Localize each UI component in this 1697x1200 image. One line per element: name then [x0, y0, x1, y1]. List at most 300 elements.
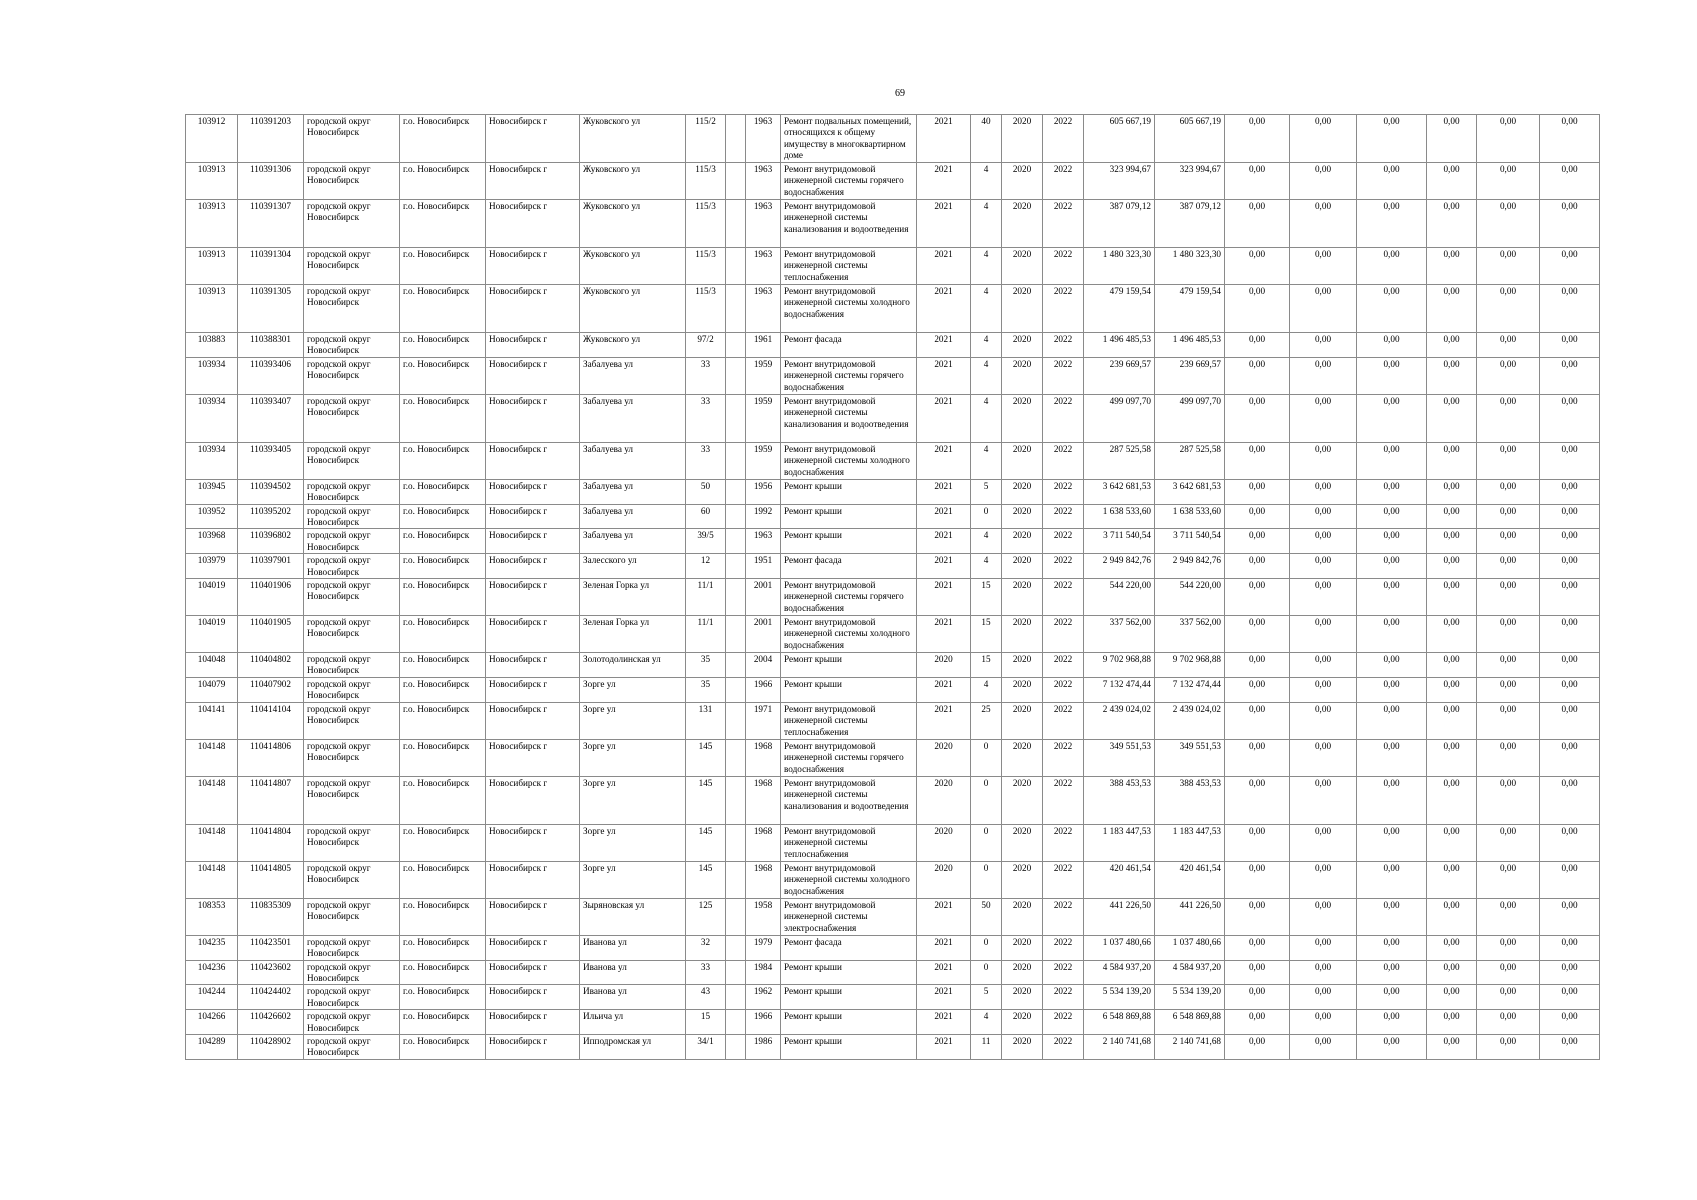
cell-extra-funds: 0,00 [1540, 861, 1600, 898]
cell-wear-percent: 25 [971, 702, 1002, 739]
cell-local-funds: 0,00 [1357, 824, 1427, 861]
cell-build-year: 1961 [746, 333, 781, 358]
cell-local-funds: 0,00 [1357, 442, 1427, 479]
cell-local-funds: 0,00 [1357, 529, 1427, 554]
cell-owner-funds: 0,00 [1427, 115, 1477, 163]
cell-federal-funds: 0,00 [1225, 479, 1290, 504]
cell-owner-funds: 0,00 [1427, 935, 1477, 960]
cell-settlement: Новосибирск г [486, 935, 580, 960]
cell-municipal-unit: г.о. Новосибирск [400, 248, 486, 285]
cell-fund-cost: 337 562,00 [1155, 616, 1225, 653]
cell-street: Иванова ул [580, 960, 686, 985]
cell-local-funds: 0,00 [1357, 898, 1427, 935]
cell-building [726, 824, 746, 861]
cell-federal-funds: 0,00 [1225, 824, 1290, 861]
cell-settlement: Новосибирск г [486, 861, 580, 898]
cell-street: Забалуева ул [580, 529, 686, 554]
table-row [186, 357, 1600, 394]
cell-work-code: 110414804 [238, 824, 304, 861]
cell-end-year: 2022 [1043, 653, 1084, 678]
table-row [186, 529, 1600, 554]
cell-work-type: Ремонт крыши [781, 1010, 917, 1035]
cell-build-year: 2001 [746, 616, 781, 653]
cell-end-year: 2022 [1043, 394, 1084, 442]
cell-start-year: 2020 [1002, 394, 1043, 442]
cell-municipality: городской округ Новосибирск [304, 333, 400, 358]
cell-wear-percent: 5 [971, 479, 1002, 504]
cell-extra-funds: 0,00 [1540, 479, 1600, 504]
cell-fund-cost: 388 453,53 [1155, 776, 1225, 824]
cell-object-id: 104289 [186, 1034, 238, 1059]
cell-extra-funds: 0,00 [1540, 248, 1600, 285]
cell-municipal-unit: г.о. Новосибирск [400, 579, 486, 616]
cell-work-type: Ремонт внутридомовой инженерной системы теплоснабжения [781, 824, 917, 861]
cell-municipality: городской округ Новосибирск [304, 442, 400, 479]
cell-start-year: 2020 [1002, 985, 1043, 1010]
cell-work-type: Ремонт внутридомовой инженерной системы холодного водоснабжения [781, 442, 917, 479]
cell-municipality: городской округ Новосибирск [304, 1034, 400, 1059]
cell-fund-cost: 349 551,53 [1155, 739, 1225, 776]
cell-settlement: Новосибирск г [486, 776, 580, 824]
cell-municipal-unit: г.о. Новосибирск [400, 861, 486, 898]
table-row [186, 1010, 1600, 1035]
cell-object-id: 103883 [186, 333, 238, 358]
cell-local-funds: 0,00 [1357, 115, 1427, 163]
cell-federal-funds: 0,00 [1225, 115, 1290, 163]
cell-regional-funds: 0,00 [1290, 985, 1357, 1010]
cell-other-funds: 0,00 [1477, 702, 1540, 739]
cell-federal-funds: 0,00 [1225, 1034, 1290, 1059]
cell-start-year: 2020 [1002, 248, 1043, 285]
table-row [186, 677, 1600, 702]
cell-wear-percent: 15 [971, 653, 1002, 678]
cell-fund-cost: 479 159,54 [1155, 285, 1225, 333]
cell-wear-percent: 4 [971, 554, 1002, 579]
cell-work-type: Ремонт внутридомовой инженерной системы холодного водоснабжения [781, 861, 917, 898]
cell-plan-year: 2020 [917, 824, 971, 861]
cell-fund-cost: 499 097,70 [1155, 394, 1225, 442]
cell-other-funds: 0,00 [1477, 394, 1540, 442]
cell-end-year: 2022 [1043, 504, 1084, 529]
cell-regional-funds: 0,00 [1290, 442, 1357, 479]
cell-other-funds: 0,00 [1477, 960, 1540, 985]
cell-street: Забалуева ул [580, 357, 686, 394]
cell-settlement: Новосибирск г [486, 739, 580, 776]
cell-municipal-unit: г.о. Новосибирск [400, 479, 486, 504]
cell-owner-funds: 0,00 [1427, 653, 1477, 678]
cell-settlement: Новосибирск г [486, 285, 580, 333]
cell-build-year: 2001 [746, 579, 781, 616]
table-row [186, 1034, 1600, 1059]
cell-end-year: 2022 [1043, 554, 1084, 579]
cell-house-number: 12 [686, 554, 726, 579]
cell-regional-funds: 0,00 [1290, 739, 1357, 776]
cell-fund-cost: 3 711 540,54 [1155, 529, 1225, 554]
cell-total-cost: 323 994,67 [1084, 163, 1155, 200]
cell-object-id: 104048 [186, 653, 238, 678]
cell-work-code: 110404802 [238, 653, 304, 678]
cell-extra-funds: 0,00 [1540, 554, 1600, 579]
cell-house-number: 145 [686, 861, 726, 898]
cell-settlement: Новосибирск г [486, 554, 580, 579]
cell-municipality: городской округ Новосибирск [304, 653, 400, 678]
cell-end-year: 2022 [1043, 824, 1084, 861]
cell-building [726, 985, 746, 1010]
cell-work-code: 110397901 [238, 554, 304, 579]
cell-plan-year: 2021 [917, 333, 971, 358]
cell-street: Зорге ул [580, 776, 686, 824]
cell-fund-cost: 1 480 323,30 [1155, 248, 1225, 285]
cell-work-type: Ремонт крыши [781, 960, 917, 985]
cell-end-year: 2022 [1043, 479, 1084, 504]
cell-fund-cost: 441 226,50 [1155, 898, 1225, 935]
table-row [186, 554, 1600, 579]
cell-end-year: 2022 [1043, 985, 1084, 1010]
cell-house-number: 145 [686, 739, 726, 776]
cell-plan-year: 2021 [917, 898, 971, 935]
cell-object-id: 103952 [186, 504, 238, 529]
cell-object-id: 103913 [186, 200, 238, 248]
cell-fund-cost: 2 949 842,76 [1155, 554, 1225, 579]
cell-wear-percent: 40 [971, 115, 1002, 163]
cell-municipal-unit: г.о. Новосибирск [400, 739, 486, 776]
cell-other-funds: 0,00 [1477, 1010, 1540, 1035]
cell-build-year: 1963 [746, 115, 781, 163]
cell-owner-funds: 0,00 [1427, 333, 1477, 358]
cell-total-cost: 387 079,12 [1084, 200, 1155, 248]
cell-wear-percent: 15 [971, 616, 1002, 653]
cell-other-funds: 0,00 [1477, 1034, 1540, 1059]
cell-total-cost: 337 562,00 [1084, 616, 1155, 653]
cell-total-cost: 479 159,54 [1084, 285, 1155, 333]
cell-object-id: 103968 [186, 529, 238, 554]
cell-plan-year: 2021 [917, 677, 971, 702]
cell-total-cost: 3 711 540,54 [1084, 529, 1155, 554]
cell-wear-percent: 4 [971, 163, 1002, 200]
cell-work-type: Ремонт крыши [781, 1034, 917, 1059]
cell-federal-funds: 0,00 [1225, 163, 1290, 200]
cell-local-funds: 0,00 [1357, 702, 1427, 739]
cell-object-id: 103912 [186, 115, 238, 163]
cell-house-number: 115/3 [686, 285, 726, 333]
cell-house-number: 97/2 [686, 333, 726, 358]
cell-plan-year: 2021 [917, 529, 971, 554]
cell-building [726, 115, 746, 163]
cell-local-funds: 0,00 [1357, 285, 1427, 333]
cell-street: Иванова ул [580, 985, 686, 1010]
cell-federal-funds: 0,00 [1225, 554, 1290, 579]
cell-end-year: 2022 [1043, 702, 1084, 739]
cell-settlement: Новосибирск г [486, 394, 580, 442]
cell-extra-funds: 0,00 [1540, 1034, 1600, 1059]
cell-fund-cost: 9 702 968,88 [1155, 653, 1225, 678]
cell-municipal-unit: г.о. Новосибирск [400, 554, 486, 579]
cell-object-id: 104019 [186, 616, 238, 653]
cell-build-year: 1963 [746, 163, 781, 200]
cell-extra-funds: 0,00 [1540, 529, 1600, 554]
cell-work-type: Ремонт крыши [781, 985, 917, 1010]
cell-start-year: 2020 [1002, 504, 1043, 529]
cell-plan-year: 2021 [917, 394, 971, 442]
cell-work-type: Ремонт внутридомовой инженерной системы теплоснабжения [781, 248, 917, 285]
cell-build-year: 1984 [746, 960, 781, 985]
cell-work-code: 110407902 [238, 677, 304, 702]
table-row [186, 504, 1600, 529]
cell-municipal-unit: г.о. Новосибирск [400, 529, 486, 554]
table-row [186, 702, 1600, 739]
cell-wear-percent: 0 [971, 824, 1002, 861]
cell-start-year: 2020 [1002, 357, 1043, 394]
cell-owner-funds: 0,00 [1427, 1034, 1477, 1059]
cell-settlement: Новосибирск г [486, 960, 580, 985]
cell-other-funds: 0,00 [1477, 739, 1540, 776]
cell-federal-funds: 0,00 [1225, 442, 1290, 479]
cell-object-id: 103913 [186, 248, 238, 285]
cell-building [726, 579, 746, 616]
cell-municipal-unit: г.о. Новосибирск [400, 115, 486, 163]
cell-other-funds: 0,00 [1477, 285, 1540, 333]
cell-build-year: 1959 [746, 357, 781, 394]
table-row [186, 739, 1600, 776]
cell-local-funds: 0,00 [1357, 1034, 1427, 1059]
cell-municipal-unit: г.о. Новосибирск [400, 394, 486, 442]
table-row [186, 861, 1600, 898]
cell-total-cost: 1 496 485,53 [1084, 333, 1155, 358]
cell-house-number: 11/1 [686, 616, 726, 653]
cell-extra-funds: 0,00 [1540, 702, 1600, 739]
cell-extra-funds: 0,00 [1540, 677, 1600, 702]
cell-total-cost: 5 534 139,20 [1084, 985, 1155, 1010]
cell-build-year: 1968 [746, 776, 781, 824]
cell-federal-funds: 0,00 [1225, 702, 1290, 739]
cell-federal-funds: 0,00 [1225, 394, 1290, 442]
cell-fund-cost: 1 638 533,60 [1155, 504, 1225, 529]
cell-local-funds: 0,00 [1357, 653, 1427, 678]
cell-extra-funds: 0,00 [1540, 333, 1600, 358]
cell-end-year: 2022 [1043, 898, 1084, 935]
cell-municipality: городской округ Новосибирск [304, 824, 400, 861]
cell-total-cost: 2 140 741,68 [1084, 1034, 1155, 1059]
cell-municipal-unit: г.о. Новосибирск [400, 442, 486, 479]
cell-regional-funds: 0,00 [1290, 357, 1357, 394]
table-row [186, 579, 1600, 616]
cell-other-funds: 0,00 [1477, 935, 1540, 960]
cell-regional-funds: 0,00 [1290, 861, 1357, 898]
cell-federal-funds: 0,00 [1225, 739, 1290, 776]
cell-work-code: 110388301 [238, 333, 304, 358]
cell-extra-funds: 0,00 [1540, 739, 1600, 776]
cell-start-year: 2020 [1002, 442, 1043, 479]
cell-wear-percent: 4 [971, 357, 1002, 394]
cell-regional-funds: 0,00 [1290, 960, 1357, 985]
cell-house-number: 32 [686, 935, 726, 960]
cell-build-year: 1963 [746, 285, 781, 333]
cell-house-number: 131 [686, 702, 726, 739]
cell-work-code: 110401906 [238, 579, 304, 616]
cell-start-year: 2020 [1002, 163, 1043, 200]
cell-start-year: 2020 [1002, 200, 1043, 248]
cell-municipality: городской округ Новосибирск [304, 479, 400, 504]
cell-start-year: 2020 [1002, 529, 1043, 554]
cell-start-year: 2020 [1002, 898, 1043, 935]
cell-extra-funds: 0,00 [1540, 935, 1600, 960]
cell-work-type: Ремонт внутридомовой инженерной системы канализования и водоотведения [781, 776, 917, 824]
cell-building [726, 394, 746, 442]
cell-other-funds: 0,00 [1477, 776, 1540, 824]
cell-work-code: 110394502 [238, 479, 304, 504]
table-row [186, 776, 1600, 824]
cell-other-funds: 0,00 [1477, 529, 1540, 554]
cell-fund-cost: 4 584 937,20 [1155, 960, 1225, 985]
cell-fund-cost: 420 461,54 [1155, 861, 1225, 898]
cell-municipality: городской округ Новосибирск [304, 935, 400, 960]
cell-other-funds: 0,00 [1477, 163, 1540, 200]
cell-plan-year: 2021 [917, 504, 971, 529]
cell-extra-funds: 0,00 [1540, 579, 1600, 616]
cell-municipal-unit: г.о. Новосибирск [400, 776, 486, 824]
cell-owner-funds: 0,00 [1427, 479, 1477, 504]
cell-street: Зорге ул [580, 861, 686, 898]
cell-federal-funds: 0,00 [1225, 985, 1290, 1010]
cell-building [726, 653, 746, 678]
cell-street: Зеленая Горка ул [580, 616, 686, 653]
cell-extra-funds: 0,00 [1540, 776, 1600, 824]
cell-work-code: 110414805 [238, 861, 304, 898]
cell-plan-year: 2021 [917, 163, 971, 200]
cell-fund-cost: 605 667,19 [1155, 115, 1225, 163]
cell-federal-funds: 0,00 [1225, 677, 1290, 702]
cell-end-year: 2022 [1043, 616, 1084, 653]
cell-total-cost: 239 669,57 [1084, 357, 1155, 394]
cell-regional-funds: 0,00 [1290, 776, 1357, 824]
cell-local-funds: 0,00 [1357, 394, 1427, 442]
cell-owner-funds: 0,00 [1427, 504, 1477, 529]
table-row [186, 824, 1600, 861]
cell-municipality: городской округ Новосибирск [304, 200, 400, 248]
cell-wear-percent: 0 [971, 960, 1002, 985]
cell-object-id: 103913 [186, 285, 238, 333]
cell-owner-funds: 0,00 [1427, 1010, 1477, 1035]
cell-start-year: 2020 [1002, 115, 1043, 163]
cell-owner-funds: 0,00 [1427, 960, 1477, 985]
cell-house-number: 115/3 [686, 200, 726, 248]
cell-fund-cost: 544 220,00 [1155, 579, 1225, 616]
cell-regional-funds: 0,00 [1290, 935, 1357, 960]
cell-settlement: Новосибирск г [486, 985, 580, 1010]
table-row [186, 163, 1600, 200]
cell-regional-funds: 0,00 [1290, 163, 1357, 200]
cell-building [726, 1010, 746, 1035]
cell-total-cost: 441 226,50 [1084, 898, 1155, 935]
cell-house-number: 115/2 [686, 115, 726, 163]
cell-total-cost: 9 702 968,88 [1084, 653, 1155, 678]
cell-end-year: 2022 [1043, 1034, 1084, 1059]
cell-settlement: Новосибирск г [486, 1034, 580, 1059]
cell-total-cost: 6 548 869,88 [1084, 1010, 1155, 1035]
cell-municipality: городской округ Новосибирск [304, 357, 400, 394]
cell-local-funds: 0,00 [1357, 739, 1427, 776]
cell-end-year: 2022 [1043, 579, 1084, 616]
cell-total-cost: 388 453,53 [1084, 776, 1155, 824]
cell-street: Забалуева ул [580, 394, 686, 442]
cell-settlement: Новосибирск г [486, 163, 580, 200]
cell-plan-year: 2021 [917, 1034, 971, 1059]
cell-house-number: 34/1 [686, 1034, 726, 1059]
cell-street: Жуковского ул [580, 163, 686, 200]
cell-municipal-unit: г.о. Новосибирск [400, 333, 486, 358]
cell-owner-funds: 0,00 [1427, 702, 1477, 739]
cell-local-funds: 0,00 [1357, 504, 1427, 529]
cell-wear-percent: 4 [971, 285, 1002, 333]
cell-local-funds: 0,00 [1357, 579, 1427, 616]
cell-municipality: городской округ Новосибирск [304, 115, 400, 163]
cell-municipality: городской округ Новосибирск [304, 1010, 400, 1035]
cell-plan-year: 2021 [917, 579, 971, 616]
cell-total-cost: 349 551,53 [1084, 739, 1155, 776]
register-body [186, 115, 1600, 1060]
cell-work-type: Ремонт внутридомовой инженерной системы холодного водоснабжения [781, 616, 917, 653]
table-row [186, 985, 1600, 1010]
cell-plan-year: 2021 [917, 1010, 971, 1035]
cell-municipality: городской округ Новосибирск [304, 861, 400, 898]
cell-house-number: 43 [686, 985, 726, 1010]
cell-extra-funds: 0,00 [1540, 504, 1600, 529]
cell-house-number: 60 [686, 504, 726, 529]
cell-local-funds: 0,00 [1357, 1010, 1427, 1035]
cell-build-year: 1968 [746, 824, 781, 861]
cell-regional-funds: 0,00 [1290, 333, 1357, 358]
cell-building [726, 357, 746, 394]
cell-municipality: городской округ Новосибирск [304, 394, 400, 442]
cell-street: Ильича ул [580, 1010, 686, 1035]
cell-owner-funds: 0,00 [1427, 357, 1477, 394]
cell-settlement: Новосибирск г [486, 115, 580, 163]
cell-work-type: Ремонт крыши [781, 677, 917, 702]
cell-regional-funds: 0,00 [1290, 653, 1357, 678]
cell-municipality: городской округ Новосибирск [304, 529, 400, 554]
cell-end-year: 2022 [1043, 677, 1084, 702]
cell-fund-cost: 2 140 741,68 [1155, 1034, 1225, 1059]
cell-municipality: городской округ Новосибирск [304, 898, 400, 935]
cell-federal-funds: 0,00 [1225, 200, 1290, 248]
cell-fund-cost: 7 132 474,44 [1155, 677, 1225, 702]
cell-other-funds: 0,00 [1477, 616, 1540, 653]
cell-other-funds: 0,00 [1477, 248, 1540, 285]
cell-street: Забалуева ул [580, 442, 686, 479]
cell-settlement: Новосибирск г [486, 1010, 580, 1035]
cell-plan-year: 2020 [917, 861, 971, 898]
cell-work-type: Ремонт фасада [781, 333, 917, 358]
cell-settlement: Новосибирск г [486, 702, 580, 739]
cell-fund-cost: 5 534 139,20 [1155, 985, 1225, 1010]
cell-building [726, 1034, 746, 1059]
cell-build-year: 1956 [746, 479, 781, 504]
cell-municipality: городской округ Новосибирск [304, 776, 400, 824]
cell-build-year: 1979 [746, 935, 781, 960]
cell-house-number: 33 [686, 960, 726, 985]
cell-local-funds: 0,00 [1357, 776, 1427, 824]
cell-federal-funds: 0,00 [1225, 529, 1290, 554]
cell-start-year: 2020 [1002, 616, 1043, 653]
cell-wear-percent: 4 [971, 200, 1002, 248]
cell-regional-funds: 0,00 [1290, 702, 1357, 739]
cell-build-year: 1963 [746, 529, 781, 554]
cell-start-year: 2020 [1002, 333, 1043, 358]
cell-building [726, 776, 746, 824]
cell-start-year: 2020 [1002, 479, 1043, 504]
cell-house-number: 33 [686, 442, 726, 479]
cell-local-funds: 0,00 [1357, 677, 1427, 702]
